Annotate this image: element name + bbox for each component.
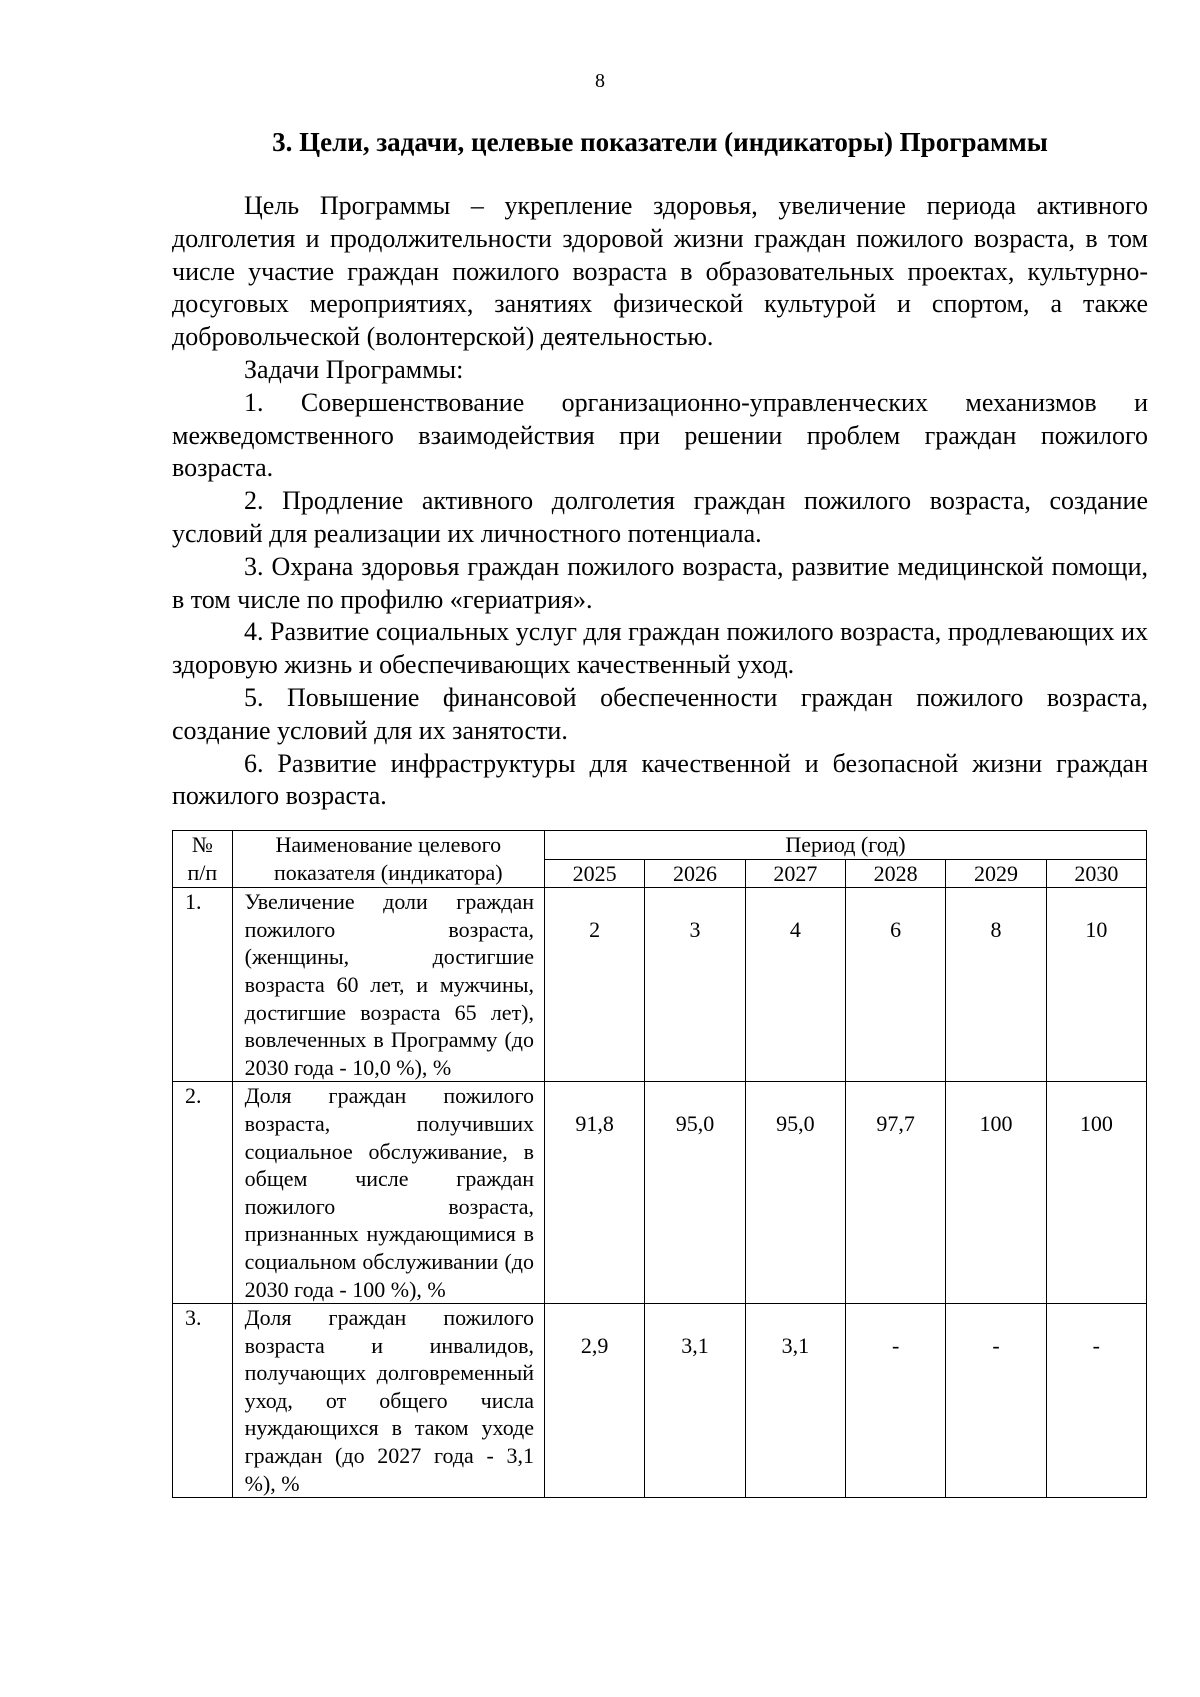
value-cell: 97,7 <box>846 1082 946 1304</box>
value-cell: - <box>1046 1304 1146 1498</box>
header-year: 2027 <box>745 859 845 888</box>
task-2: 2. Продление активного долголетия граждан пожилого возраста, создание условий для реализации их личностного потенциала. <box>172 486 1148 548</box>
value-cell: 3,1 <box>745 1304 845 1498</box>
value-cell: - <box>946 1304 1046 1498</box>
indicators-table <box>172 830 1147 1498</box>
value-cell: 2 <box>545 888 645 1082</box>
task-6: 6. Развитие инфраструктуры для качественной и безопасной жизни граждан пожилого возраста. <box>172 748 1148 811</box>
table-header-row-1 <box>173 831 1147 860</box>
task-3: 3. Охрана здоровья граждан пожилого возраста, развитие медицинской помощи, в том числе по профилю «гериатрия». <box>172 551 1148 614</box>
value-cell: 4 <box>745 888 845 1082</box>
row-num: 1. <box>173 888 233 1082</box>
header-num-line2: п/п <box>187 859 218 885</box>
header-year: 2029 <box>946 859 1046 888</box>
header-name <box>232 831 544 888</box>
goal-paragraph: Цель Программы – укрепление здоровья, увеличение периода активного долголетия и продолжительности здоровой жизни граждан пожилого возраста, в том числе участие граждан пожилого возраста в образовательных проектах, культурно-досуговых мероприятиях, занятиях физической культурой и спортом, а также добровольческой (волонтерской) деятельностью. <box>172 191 1148 352</box>
section-title: 3. Цели, задачи, целевые показатели (индикаторы) Программы <box>272 127 1048 157</box>
header-year: 2028 <box>846 859 946 888</box>
task-4: 4. Развитие социальных услуг для граждан пожилого возраста, продлевающих их здоровую жизнь и обеспечивающих качественный уход. <box>172 617 1148 680</box>
value-cell: 100 <box>946 1082 1046 1304</box>
row-num: 3. <box>173 1304 233 1498</box>
value-cell: 6 <box>846 888 946 1082</box>
value-cell: 3,1 <box>645 1304 745 1498</box>
header-year: 2026 <box>645 859 745 888</box>
task-1: 1. Совершенствование организационно-управленческих механизмов и межведомственного взаимодействия при решении проблем граждан пожилого возраста. <box>172 387 1148 483</box>
value-cell: 2,9 <box>545 1304 645 1498</box>
task-5: 5. Повышение финансовой обеспеченности граждан пожилого возраста, создание условий для их занятости. <box>172 682 1148 745</box>
value-cell: 95,0 <box>745 1082 845 1304</box>
value-cell: 10 <box>1046 888 1146 1082</box>
header-period: Период (год) <box>545 831 1147 860</box>
value-cell: 3 <box>645 888 745 1082</box>
header-num-line1: № <box>191 832 213 857</box>
value-cell: 91,8 <box>545 1082 645 1304</box>
tasks-heading: Задачи Программы: <box>244 354 464 384</box>
value-cell: 100 <box>1046 1082 1146 1304</box>
table-row <box>173 1304 1147 1498</box>
header-year: 2030 <box>1046 859 1146 888</box>
table-row <box>173 1082 1147 1304</box>
row-num: 2. <box>173 1082 233 1304</box>
body-text <box>172 190 1148 813</box>
header-year: 2025 <box>545 859 645 888</box>
value-cell: - <box>846 1304 946 1498</box>
page-number: 8 <box>595 70 605 92</box>
header-name-line1: Наименование целевого <box>275 832 502 857</box>
indicator-name: Доля граждан пожилого возраста и инвалидов, получающих долговременный уход, от общего числа нуждающихся в таком уходе граждан (до 2027 года - 3,1 %), % <box>232 1304 544 1498</box>
indicator-name: Увеличение доли граждан пожилого возраста, (женщины, достигшие возраста 60 лет, и мужчины, достигшие возраста 65 лет), вовлеченных в Программу (до 2030 года - 10,0 %), % <box>232 888 544 1082</box>
indicator-name: Доля граждан пожилого возраста, получивших социальное обслуживание, в общем числе граждан пожилого возраста, признанных нуждающимися в социальном обслуживании (до 2030 года - 100 %), % <box>232 1082 544 1304</box>
header-name-line2: показателя (индикатора) <box>274 859 503 885</box>
table-row <box>173 888 1147 1082</box>
value-cell: 95,0 <box>645 1082 745 1304</box>
value-cell: 8 <box>946 888 1046 1082</box>
header-num <box>173 831 233 888</box>
